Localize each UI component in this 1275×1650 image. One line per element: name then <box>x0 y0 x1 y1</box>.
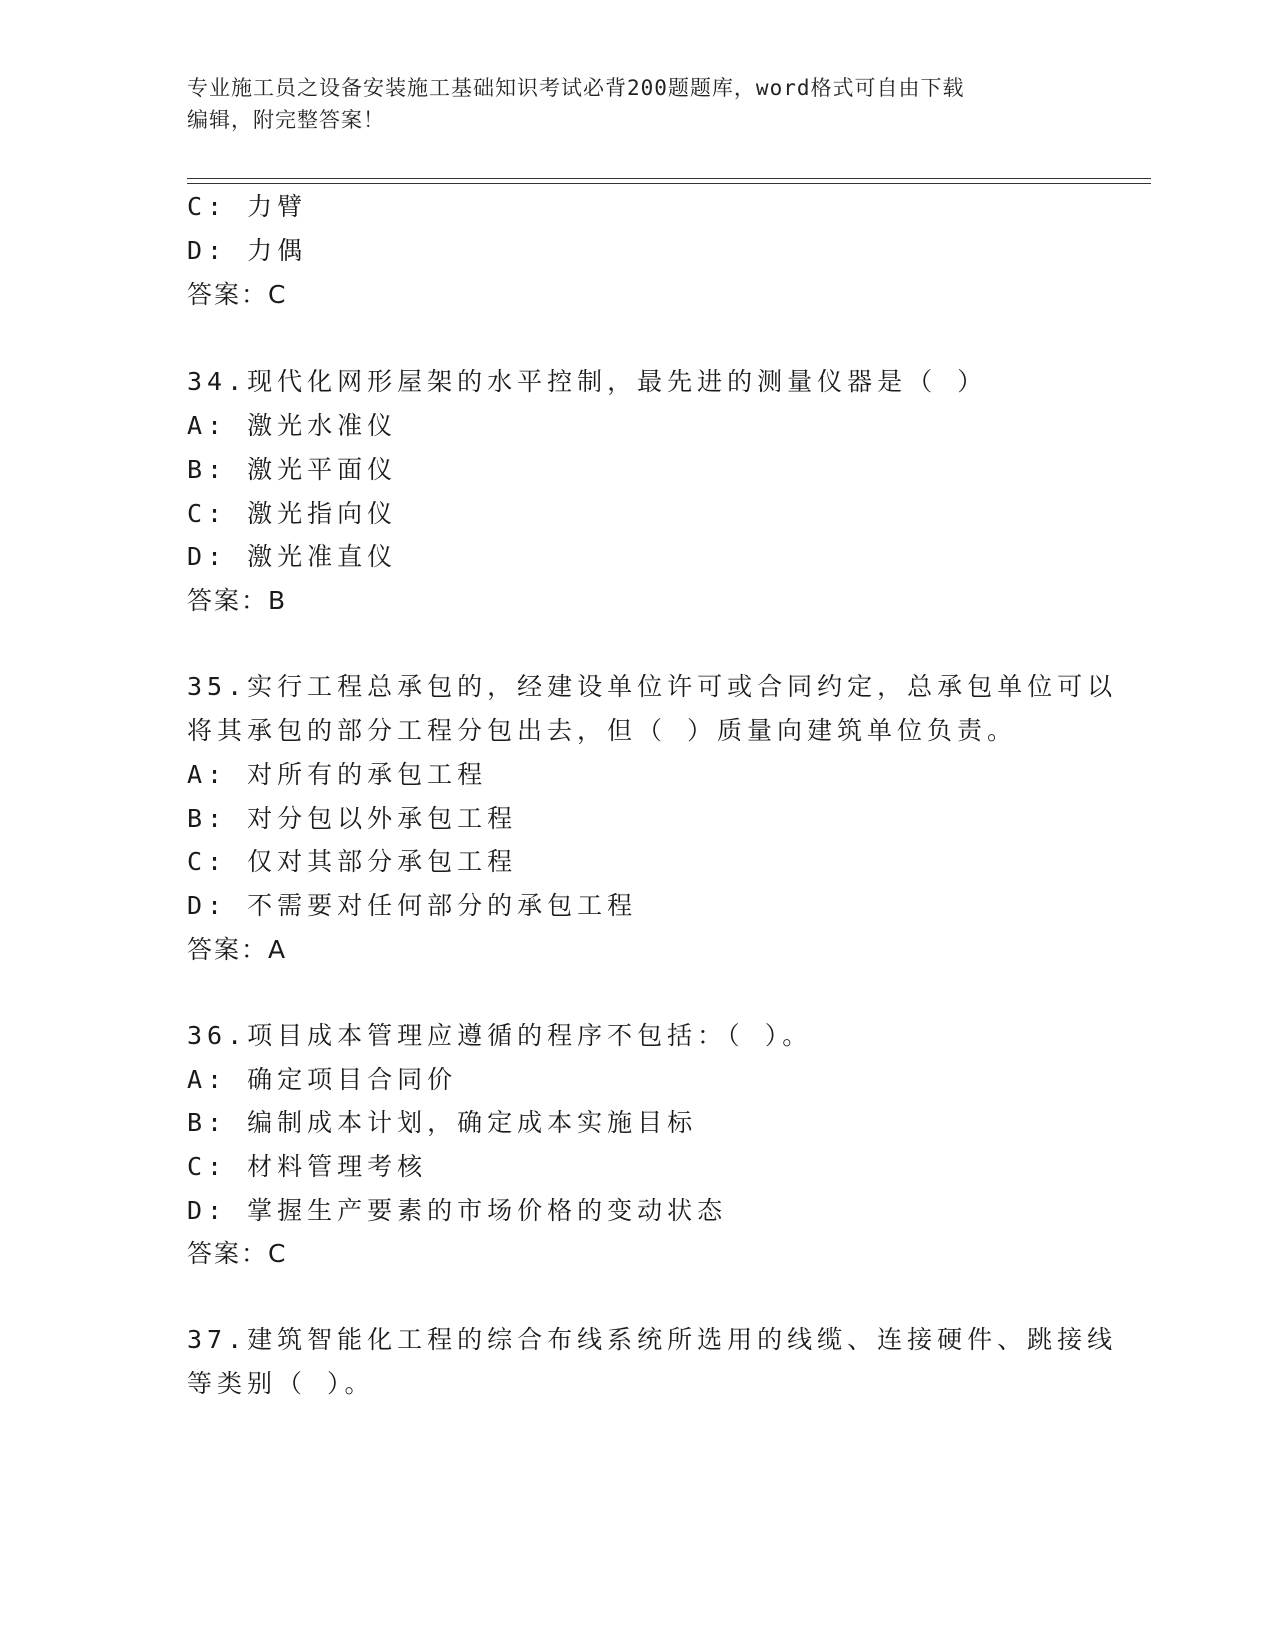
option-a: A: 激光水准仪 <box>187 411 398 440</box>
option-c: C: 激光指向仪 <box>187 499 398 528</box>
question-stem: 34.现代化网形屋架的水平控制，最先进的测量仪器是（ ） <box>187 367 988 396</box>
option-c: C: 材料管理考核 <box>187 1152 428 1181</box>
option-d: D: 力偶 <box>187 236 308 265</box>
document-header <box>187 72 1087 136</box>
answer-label: 答案：B <box>187 586 288 615</box>
question-stem: 35.实行工程总承包的，经建设单位许可或合同约定，总承包单位可以 <box>187 672 1118 701</box>
question-stem: 36.项目成本管理应遵循的程序不包括：（ ）。 <box>187 1021 813 1050</box>
option-c: C: 仅对其部分承包工程 <box>187 847 518 876</box>
header-divider <box>187 178 1151 179</box>
answer-label: 答案：A <box>187 935 288 964</box>
option-b: B: 对分包以外承包工程 <box>187 804 518 833</box>
option-a: A: 确定项目合同价 <box>187 1065 458 1094</box>
option-d: D: 激光准直仪 <box>187 542 398 571</box>
answer-label: 答案：C <box>187 280 288 309</box>
header-line-2: 编辑，附完整答案！ <box>187 108 385 132</box>
option-c: C: 力臂 <box>187 192 308 221</box>
option-d: D: 掌握生产要素的市场价格的变动状态 <box>187 1196 728 1225</box>
question-stem-continued: 将其承包的部分工程分包出去，但（ ）质量向建筑单位负责。 <box>187 716 1018 745</box>
option-a: A: 对所有的承包工程 <box>187 760 488 789</box>
option-b: B: 编制成本计划，确定成本实施目标 <box>187 1108 698 1137</box>
option-b: B: 激光平面仪 <box>187 455 398 484</box>
header-line-1: 专业施工员之设备安装施工基础知识考试必背200题题库，word格式可自由下载 <box>187 76 965 100</box>
option-d: D: 不需要对任何部分的承包工程 <box>187 891 638 920</box>
answer-label: 答案：C <box>187 1239 288 1268</box>
question-stem: 37.建筑智能化工程的综合布线系统所选用的线缆、连接硬件、跳接线 <box>187 1325 1118 1354</box>
header-divider-double <box>187 183 1151 184</box>
question-stem-continued: 等类别（ ）。 <box>187 1369 375 1398</box>
